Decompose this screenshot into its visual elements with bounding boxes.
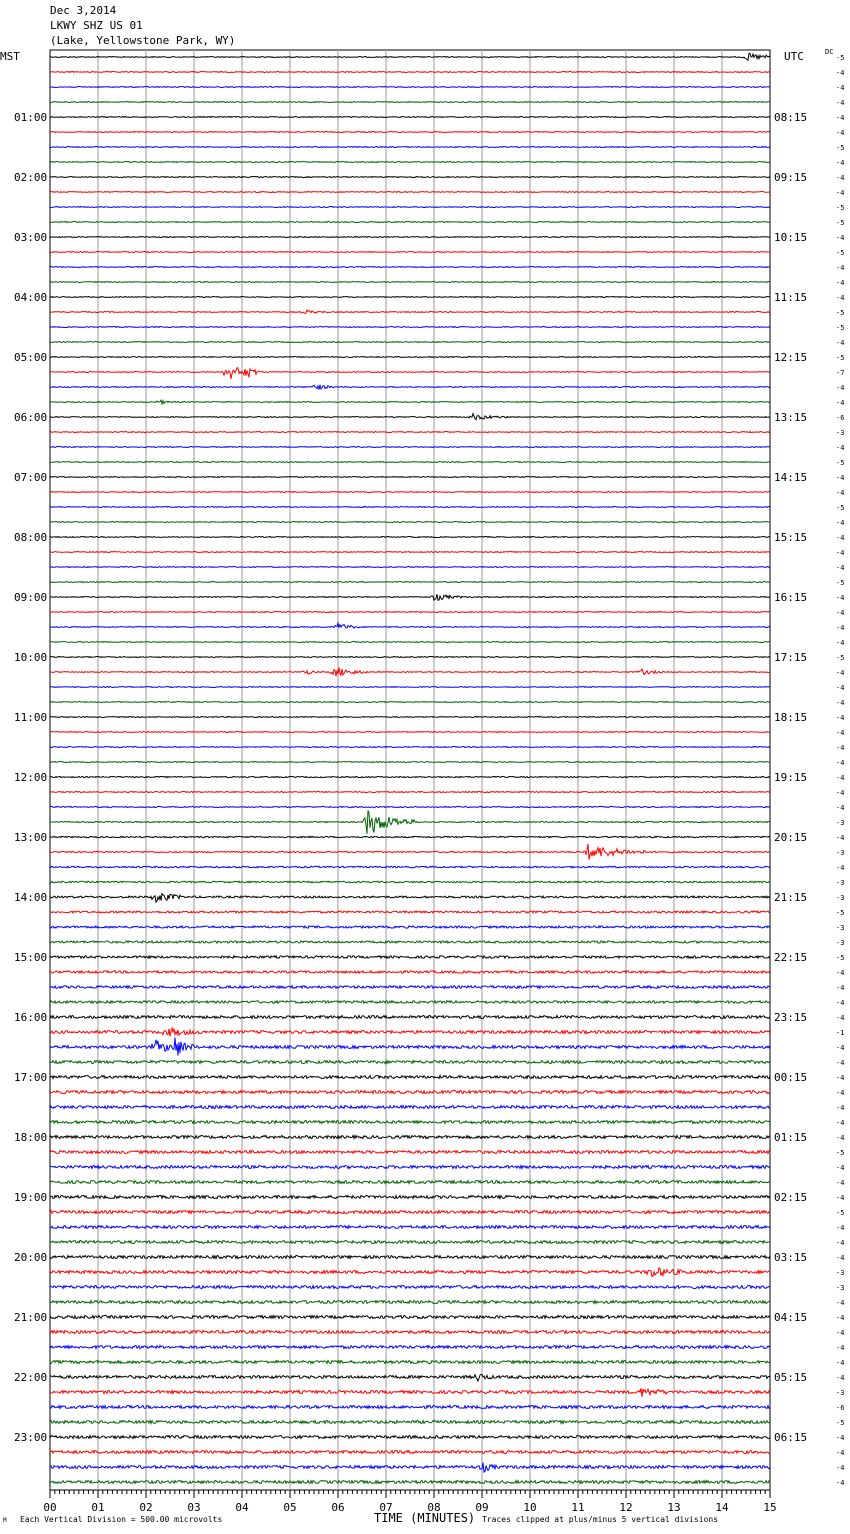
seismic-trace [50, 941, 770, 943]
dc-offset-label: -4 [836, 1104, 845, 1112]
utc-hour-label: 22:15 [774, 951, 808, 964]
dc-offset-label: -5 [836, 909, 845, 917]
seismic-trace [50, 1463, 770, 1472]
station-location: (Lake, Yellowstone Park, WY) [50, 34, 236, 47]
utc-hour-label: 02:15 [774, 1191, 808, 1204]
dc-offset-label: -3 [836, 939, 845, 947]
dc-offset-label: -5 [836, 504, 845, 512]
utc-hour-label: 08:15 [774, 111, 808, 124]
utc-hour-label: 15:15 [774, 531, 808, 544]
mst-hour-label: 10:00 [14, 651, 48, 664]
dc-offset-label: -4 [836, 624, 845, 632]
seismic-trace [50, 1211, 770, 1214]
seismic-trace [50, 53, 770, 60]
x-tick-label: 06 [331, 1501, 345, 1514]
seismic-trace [50, 1406, 770, 1409]
seismic-trace [50, 1436, 770, 1439]
dc-offset-label: -3 [836, 1389, 845, 1397]
dc-offset-label: -5 [836, 309, 845, 317]
seismic-trace [50, 1451, 770, 1454]
seismic-trace [50, 507, 770, 508]
dc-offset-label: -3 [836, 1284, 845, 1292]
dc-offset-label: -4 [836, 399, 845, 407]
dc-offset-label: -4 [836, 69, 845, 77]
utc-hour-label: 14:15 [774, 471, 808, 484]
mst-hour-label: 04:00 [14, 291, 48, 304]
seismic-trace [50, 642, 770, 643]
seismic-trace [50, 252, 770, 253]
x-axis-title: TIME (MINUTES) [374, 1511, 476, 1525]
dc-offset-label: -4 [836, 1239, 845, 1247]
seismic-trace [50, 866, 770, 868]
utc-hour-label: 18:15 [774, 711, 808, 724]
seismic-trace [50, 522, 770, 523]
seismic-trace [50, 177, 770, 178]
seismic-trace [50, 327, 770, 328]
seismic-trace [50, 1038, 770, 1056]
seismic-trace [50, 1166, 770, 1169]
dc-offset-label: -4 [836, 744, 845, 752]
dc-offset-label: -4 [836, 999, 845, 1007]
dc-offset-label: -4 [836, 1134, 845, 1142]
dc-offset-label: -7 [836, 369, 845, 377]
seismic-trace [50, 1256, 770, 1259]
seismic-trace [50, 147, 770, 148]
mst-hour-label: 13:00 [14, 831, 48, 844]
dc-offset-label: -4 [836, 609, 845, 617]
utc-hour-label: 19:15 [774, 771, 808, 784]
dc-offset-label: -4 [836, 564, 845, 572]
dc-offset-label: -4 [836, 549, 845, 557]
seismic-trace [50, 1196, 770, 1199]
mst-hour-label: 05:00 [14, 351, 48, 364]
utc-hour-label: 23:15 [774, 1011, 808, 1024]
dc-offset-label: -4 [836, 1059, 845, 1067]
dc-offset-label: -4 [836, 1449, 845, 1457]
seismic-trace [50, 72, 770, 73]
dc-offset-label: -4 [836, 1014, 845, 1022]
right-timezone-label: UTC [784, 50, 804, 63]
seismic-trace [50, 971, 770, 973]
dc-offset-label: -4 [836, 639, 845, 647]
dc-offset-label: -6 [836, 1404, 845, 1412]
dc-offset-label: -4 [836, 864, 845, 872]
mst-hour-label: 15:00 [14, 951, 48, 964]
dc-offset-label: -4 [836, 474, 845, 482]
seismic-trace [50, 657, 770, 658]
seismic-trace [50, 1241, 770, 1244]
mst-hour-label: 22:00 [14, 1371, 48, 1384]
seismic-trace [50, 776, 770, 777]
dc-offset-label: -4 [836, 1194, 845, 1202]
seismic-trace [50, 623, 770, 628]
dc-offset-label: -4 [836, 1179, 845, 1187]
dc-offset-label: -4 [836, 1044, 845, 1052]
utc-hour-label: 05:15 [774, 1371, 808, 1384]
seismic-trace [50, 342, 770, 343]
dc-offset-label: -4 [836, 1359, 845, 1367]
seismic-trace [50, 222, 770, 223]
dc-offset-label: -4 [836, 669, 845, 677]
seismic-trace [50, 612, 770, 613]
seismic-trace [50, 162, 770, 163]
seismic-trace [50, 1286, 770, 1289]
dc-offset-label: -5 [836, 1149, 845, 1157]
dc-offset-label: -4 [836, 99, 845, 107]
x-tick-label: 04 [235, 1501, 249, 1514]
dc-offset-label: -3 [836, 849, 845, 857]
utc-hour-label: 06:15 [774, 1431, 808, 1444]
dc-offset-label: -4 [836, 729, 845, 737]
utc-hour-label: 04:15 [774, 1311, 808, 1324]
dc-offset-label: -3 [836, 894, 845, 902]
dc-offset-label: -4 [836, 339, 845, 347]
mst-hour-label: 01:00 [14, 111, 48, 124]
dc-label: DC [825, 48, 834, 56]
x-tick-label: 01 [91, 1501, 105, 1514]
dc-offset-label: -3 [836, 429, 845, 437]
seismic-trace [50, 1151, 770, 1154]
seismic-trace [50, 477, 770, 478]
seismic-trace [50, 1136, 770, 1139]
mst-hour-label: 07:00 [14, 471, 48, 484]
dc-offset-label: -4 [836, 1299, 845, 1307]
dc-offset-label: -5 [836, 324, 845, 332]
dc-offset-label: -1 [836, 1029, 845, 1037]
utc-hour-label: 20:15 [774, 831, 808, 844]
seismic-trace [50, 894, 770, 902]
dc-offset-label: -4 [836, 984, 845, 992]
mst-hour-label: 16:00 [14, 1011, 48, 1024]
seismic-trace [50, 102, 770, 103]
seismic-trace [50, 1181, 770, 1184]
seismic-trace [50, 462, 770, 463]
clip-note: Traces clipped at plus/minus 5 vertical divisions [482, 1515, 719, 1524]
x-tick-label: 12 [619, 1501, 633, 1514]
mst-hour-label: 06:00 [14, 411, 48, 424]
dc-offset-label: -3 [836, 879, 845, 887]
x-tick-label: 09 [475, 1501, 489, 1514]
chart-date: Dec 3,2014 [50, 4, 117, 17]
dc-offset-label: -4 [836, 1119, 845, 1127]
seismic-trace [50, 806, 770, 807]
x-tick-label: 03 [187, 1501, 201, 1514]
seismic-trace [50, 717, 770, 718]
mst-hour-label: 03:00 [14, 231, 48, 244]
utc-hour-label: 13:15 [774, 411, 808, 424]
seismic-trace [50, 1106, 770, 1109]
seismic-trace [50, 911, 770, 913]
seismic-trace [50, 132, 770, 133]
x-tick-label: 02 [139, 1501, 153, 1514]
seismic-trace [50, 310, 770, 314]
dc-offset-label: -4 [836, 684, 845, 692]
seismic-trace [50, 1028, 770, 1036]
seismic-trace [50, 582, 770, 583]
utc-hour-label: 21:15 [774, 891, 808, 904]
seismic-trace [50, 368, 770, 379]
seismic-trace [50, 1268, 770, 1277]
seismic-trace [50, 237, 770, 238]
seismic-trace [50, 1388, 770, 1397]
dc-offset-label: -4 [836, 264, 845, 272]
seismic-trace [50, 537, 770, 538]
dc-offset-label: -5 [836, 249, 845, 257]
seismic-trace [50, 956, 770, 958]
dc-offset-label: -5 [836, 354, 845, 362]
dc-offset-label: -4 [836, 1074, 845, 1082]
x-tick-label: 08 [427, 1501, 441, 1514]
dc-offset-label: -6 [836, 414, 845, 422]
seismic-trace [50, 414, 770, 420]
mst-hour-label: 09:00 [14, 591, 48, 604]
x-tick-label: 07 [379, 1501, 393, 1514]
dc-offset-label: -4 [836, 534, 845, 542]
x-tick-label: 11 [571, 1501, 585, 1514]
dc-offset-label: -4 [836, 174, 845, 182]
seismic-trace [50, 297, 770, 298]
utc-hour-label: 10:15 [774, 231, 808, 244]
dc-offset-label: -5 [836, 1419, 845, 1427]
seismic-trace [50, 702, 770, 703]
dc-offset-label: -4 [836, 1434, 845, 1442]
mst-hour-label: 02:00 [14, 171, 48, 184]
dc-offset-label: -5 [836, 579, 845, 587]
scale-note: Each Vertical Division = 500.00 microvolts [20, 1515, 223, 1524]
dc-offset-label: -4 [836, 294, 845, 302]
dc-offset-label: -5 [836, 1209, 845, 1217]
dc-offset-label: -3 [836, 924, 845, 932]
seismic-trace [50, 567, 770, 568]
dc-offset-label: -5 [836, 954, 845, 962]
dc-offset-label: -5 [836, 219, 845, 227]
seismic-trace [50, 1421, 770, 1424]
seismic-trace [50, 881, 770, 883]
footer-mark: M [3, 1517, 7, 1524]
dc-offset-label: -3 [836, 819, 845, 827]
dc-offset-label: -4 [836, 129, 845, 137]
seismic-trace [50, 117, 770, 118]
dc-offset-label: -4 [836, 1254, 845, 1262]
dc-offset-label: -4 [836, 594, 845, 602]
seismic-trace [50, 1374, 770, 1381]
seismic-trace [50, 594, 770, 600]
seismic-trace [50, 747, 770, 748]
mst-hour-label: 11:00 [14, 711, 48, 724]
seismic-trace [50, 492, 770, 493]
dc-offset-label: -4 [836, 789, 845, 797]
dc-offset-label: -4 [836, 234, 845, 242]
mst-hour-label: 21:00 [14, 1311, 48, 1324]
seismic-trace [50, 762, 770, 763]
seismic-trace [50, 1121, 770, 1124]
x-tick-label: 13 [667, 1501, 681, 1514]
utc-hour-label: 12:15 [774, 351, 808, 364]
seismic-trace [50, 1316, 770, 1319]
seismic-trace [50, 1076, 770, 1079]
utc-hour-label: 03:15 [774, 1251, 808, 1264]
mst-hour-label: 18:00 [14, 1131, 48, 1144]
mst-hour-label: 17:00 [14, 1071, 48, 1084]
seismic-trace [50, 1016, 770, 1019]
seismic-trace [50, 668, 770, 677]
dc-offset-label: -4 [836, 519, 845, 527]
seismic-trace [50, 687, 770, 688]
x-tick-label: 14 [715, 1501, 729, 1514]
seismic-trace [50, 1001, 770, 1004]
mst-hour-label: 19:00 [14, 1191, 48, 1204]
dc-offset-label: -5 [836, 654, 845, 662]
seismic-trace [50, 1301, 770, 1304]
dc-offset-label: -5 [836, 459, 845, 467]
mst-hour-label: 08:00 [14, 531, 48, 544]
utc-hour-label: 16:15 [774, 591, 808, 604]
utc-hour-label: 11:15 [774, 291, 808, 304]
seismic-trace [50, 1481, 770, 1484]
utc-hour-label: 17:15 [774, 651, 808, 664]
seismic-trace [50, 400, 770, 404]
dc-offset-label: -4 [836, 84, 845, 92]
utc-hour-label: 01:15 [774, 1131, 808, 1144]
mst-hour-label: 12:00 [14, 771, 48, 784]
dc-offset-label: -4 [836, 1314, 845, 1322]
mst-hour-label: 23:00 [14, 1431, 48, 1444]
dc-offset-label: -4 [836, 114, 845, 122]
dc-offset-label: -4 [836, 1344, 845, 1352]
seismic-trace [50, 432, 770, 433]
dc-offset-label: -4 [836, 1374, 845, 1382]
dc-offset-label: -4 [836, 444, 845, 452]
seismic-trace [50, 1226, 770, 1229]
seismic-trace [50, 732, 770, 733]
dc-offset-label: -4 [836, 699, 845, 707]
seismic-trace [50, 986, 770, 989]
dc-offset-label: -4 [836, 1479, 845, 1487]
seismic-trace [50, 447, 770, 448]
seismic-trace [50, 1091, 770, 1094]
mst-hour-label: 14:00 [14, 891, 48, 904]
dc-offset-label: -4 [836, 189, 845, 197]
dc-offset-label: -4 [836, 159, 845, 167]
dc-offset-label: -4 [836, 1464, 845, 1472]
seismic-trace [50, 357, 770, 358]
dc-offset-label: -4 [836, 1329, 845, 1337]
seismic-trace [50, 267, 770, 268]
dc-offset-label: -4 [836, 489, 845, 497]
dc-offset-label: -4 [836, 1089, 845, 1097]
seismic-trace [50, 207, 770, 208]
dc-offset-label: -5 [836, 204, 845, 212]
seismic-trace [50, 836, 770, 837]
utc-hour-label: 00:15 [774, 1071, 808, 1084]
seismic-trace [50, 1346, 770, 1349]
seismic-trace [50, 385, 770, 390]
dc-offset-label: -4 [836, 1224, 845, 1232]
dc-offset-label: -3 [836, 1269, 845, 1277]
dc-offset-label: -4 [836, 279, 845, 287]
station-code: LKWY SHZ US 01 [50, 19, 143, 32]
seismic-trace [50, 87, 770, 88]
dc-offset-label: -4 [836, 1164, 845, 1172]
dc-offset-label: -5 [836, 144, 845, 152]
seismic-trace [50, 810, 770, 833]
seismic-trace [50, 926, 770, 928]
dc-offset-label: -4 [836, 714, 845, 722]
x-tick-label: 10 [523, 1501, 537, 1514]
seismic-trace [50, 1361, 770, 1364]
x-tick-label: 15 [763, 1501, 777, 1514]
dc-offset-label: -4 [836, 759, 845, 767]
dc-offset-label: -4 [836, 384, 845, 392]
seismic-trace [50, 791, 770, 792]
dc-offset-label: -4 [836, 969, 845, 977]
seismic-trace [50, 844, 770, 860]
seismic-trace [50, 1331, 770, 1334]
dc-offset-label: -5 [836, 54, 845, 62]
left-timezone-label: MST [0, 50, 20, 63]
x-tick-label: 05 [283, 1501, 297, 1514]
dc-offset-label: -4 [836, 804, 845, 812]
dc-offset-label: -4 [836, 834, 845, 842]
dc-offset-label: -4 [836, 774, 845, 782]
x-tick-label: 00 [43, 1501, 57, 1514]
seismic-trace [50, 282, 770, 283]
seismic-trace [50, 1061, 770, 1064]
seismic-trace [50, 552, 770, 553]
utc-hour-label: 09:15 [774, 171, 808, 184]
seismic-trace [50, 192, 770, 193]
mst-hour-label: 20:00 [14, 1251, 48, 1264]
